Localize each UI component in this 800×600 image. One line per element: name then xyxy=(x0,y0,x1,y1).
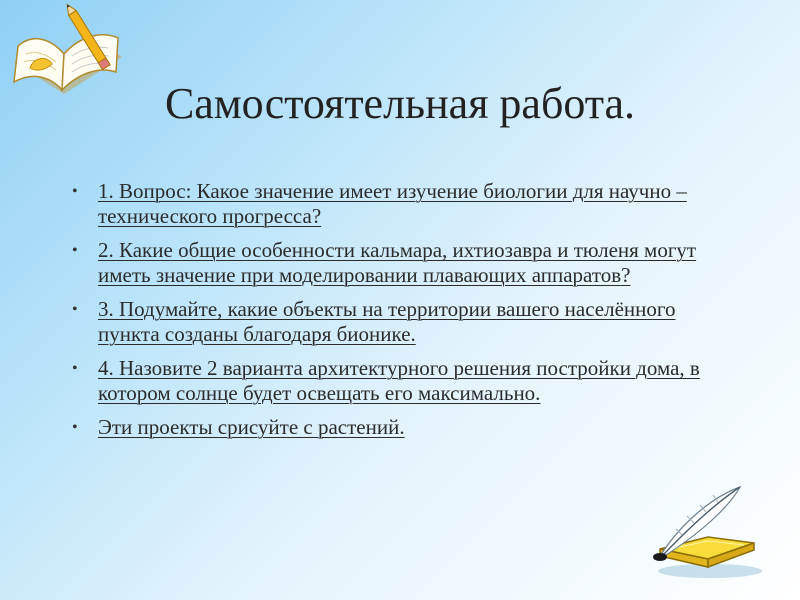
list-item xyxy=(70,356,710,406)
bullet-icon: • xyxy=(72,419,78,436)
list-item-link[interactable]: 2. Какие общие особенности кальмара, ихтиозавра и тюленя могут иметь значение при моделировании плавающих аппаратов? xyxy=(98,238,697,287)
list-item xyxy=(70,297,710,347)
list-item xyxy=(70,179,710,229)
task-list xyxy=(70,179,710,449)
bullet-icon: • xyxy=(72,301,78,318)
list-item-link[interactable]: 4. Назовите 2 варианта архитектурного решения постройки дома, в котором солнце будет освещать его максимально. xyxy=(98,356,700,405)
list-item xyxy=(70,415,710,440)
slide-title: Самостоятельная работа. xyxy=(164,79,636,128)
bullet-icon: • xyxy=(72,242,78,259)
bullet-icon: • xyxy=(72,360,78,377)
list-item-link[interactable]: Эти проекты срисуйте с растений. xyxy=(98,415,405,439)
list-item-link[interactable]: 1. Вопрос: Какое значение имеет изучение биологии для научно – технического прогресса? xyxy=(98,179,687,228)
list-item-link[interactable]: 3. Подумайте, какие объекты на территории вашего населённого пункта созданы благодаря бионике. xyxy=(98,297,676,346)
bullet-icon: • xyxy=(72,183,78,200)
list-item xyxy=(70,238,710,288)
quill-book-icon xyxy=(642,483,772,583)
